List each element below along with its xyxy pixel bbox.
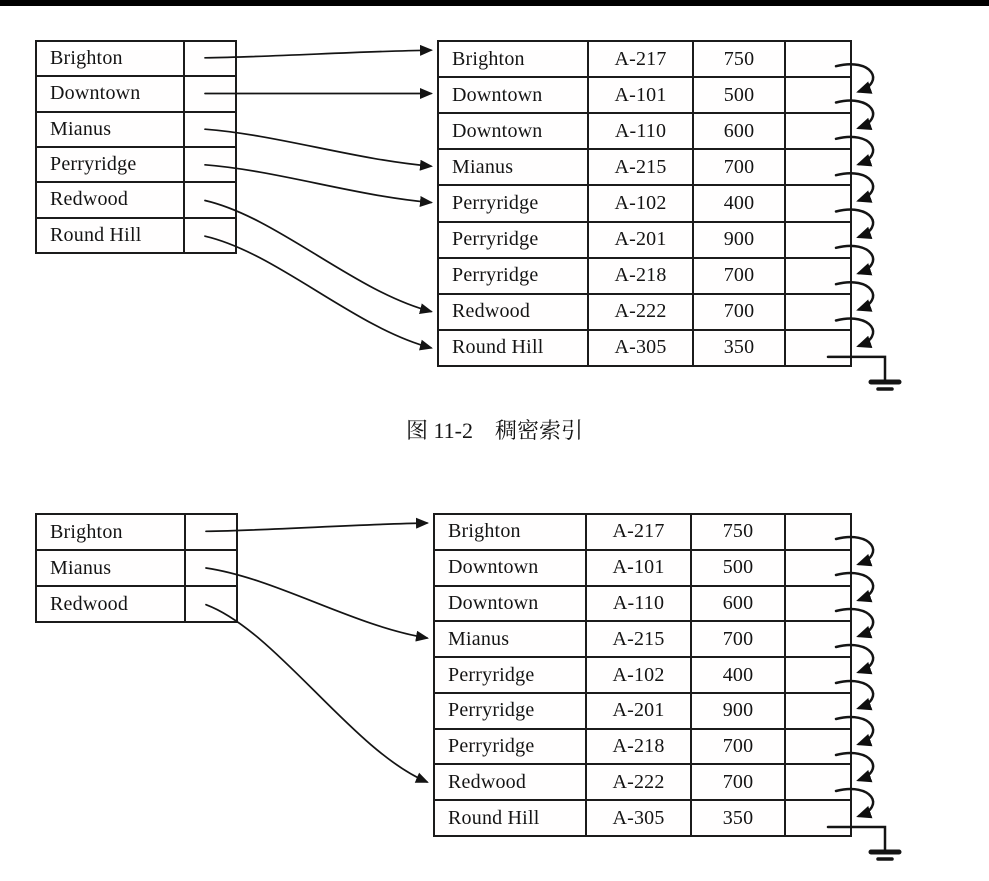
index-key-cell: Round Hill <box>50 223 142 246</box>
record-branch-cell: Perryridge <box>452 228 539 251</box>
file-record-row <box>435 763 850 799</box>
record-account-cell: A-218 <box>585 730 690 764</box>
index-row <box>37 515 236 549</box>
record-pointer-cell <box>784 801 850 835</box>
index-pointer-arrow <box>205 236 431 348</box>
file-record-row <box>435 799 850 835</box>
record-account-cell: A-215 <box>585 622 690 656</box>
index-row <box>37 585 236 621</box>
file-record-row <box>435 728 850 764</box>
file-record-row <box>439 184 850 220</box>
record-account-cell: A-110 <box>587 114 692 148</box>
record-balance-cell: 900 <box>690 694 784 728</box>
index-pointer-arrow <box>205 165 431 203</box>
file-record-row <box>435 585 850 621</box>
index-pointer-cell <box>183 219 235 252</box>
index-row <box>37 75 235 110</box>
file-record-row <box>439 329 850 365</box>
record-account-cell: A-217 <box>587 42 692 76</box>
record-account-cell: A-218 <box>587 259 692 293</box>
index-key-cell: Mianus <box>50 556 112 579</box>
record-pointer-cell <box>784 515 850 549</box>
record-balance-cell: 500 <box>692 78 784 112</box>
record-balance-cell: 350 <box>690 801 784 835</box>
index-pointer-cell <box>183 77 235 110</box>
sparse-index-table <box>35 513 238 623</box>
file-record-row <box>439 293 850 329</box>
record-account-cell: A-215 <box>587 150 692 184</box>
record-pointer-cell <box>784 259 850 293</box>
record-branch-cell: Downtown <box>448 591 539 614</box>
record-balance-cell: 500 <box>690 551 784 585</box>
index-row <box>37 146 235 181</box>
record-balance-cell: 600 <box>690 587 784 621</box>
record-pointer-cell <box>784 331 850 365</box>
index-pointer-cell <box>184 551 236 585</box>
record-pointer-cell <box>784 694 850 728</box>
figure-caption <box>0 414 989 445</box>
index-key-cell: Redwood <box>50 188 129 211</box>
record-balance-cell: 700 <box>692 259 784 293</box>
record-balance-cell: 700 <box>692 295 784 329</box>
record-pointer-cell <box>784 658 850 692</box>
record-balance-cell: 700 <box>690 730 784 764</box>
index-row <box>37 217 235 252</box>
record-branch-cell: Perryridge <box>452 191 539 214</box>
record-branch-cell: Round Hill <box>448 806 540 829</box>
record-branch-cell: Mianus <box>452 155 514 178</box>
file-record-row <box>435 692 850 728</box>
record-account-cell: A-305 <box>587 331 692 365</box>
index-pointer-arrow <box>205 129 431 166</box>
record-account-cell: A-101 <box>585 551 690 585</box>
record-pointer-cell <box>784 295 850 329</box>
index-key-cell: Perryridge <box>50 153 137 176</box>
record-balance-cell: 350 <box>692 331 784 365</box>
record-branch-cell: Brighton <box>448 520 521 543</box>
figure-title: 稠密索引 <box>495 418 584 443</box>
dense-index-table <box>35 40 237 254</box>
record-balance-cell: 700 <box>692 150 784 184</box>
index-pointer-arrow <box>205 50 431 58</box>
record-pointer-cell <box>784 551 850 585</box>
record-account-cell: A-222 <box>585 765 690 799</box>
record-account-cell: A-102 <box>587 186 692 220</box>
dense-file-table <box>437 40 852 367</box>
index-row <box>37 181 235 216</box>
record-pointer-cell <box>784 114 850 148</box>
record-balance-cell: 700 <box>690 765 784 799</box>
index-pointer-arrow <box>205 201 431 312</box>
record-branch-cell: Downtown <box>452 119 543 142</box>
file-record-row <box>439 76 850 112</box>
file-record-row <box>439 221 850 257</box>
record-branch-cell: Mianus <box>448 627 510 650</box>
record-branch-cell: Round Hill <box>452 336 544 359</box>
record-pointer-cell <box>784 42 850 76</box>
index-key-cell: Redwood <box>50 592 129 615</box>
page-edge-scan-artifact <box>0 0 989 6</box>
record-branch-cell: Redwood <box>452 300 531 323</box>
index-pointer-cell <box>183 183 235 216</box>
record-balance-cell: 750 <box>690 515 784 549</box>
index-key-cell: Mianus <box>50 117 112 140</box>
record-balance-cell: 750 <box>692 42 784 76</box>
record-balance-cell: 900 <box>692 223 784 257</box>
file-record-row <box>439 148 850 184</box>
index-pointer-arrow <box>206 523 427 531</box>
index-pointer-cell <box>183 42 235 75</box>
file-record-row <box>435 620 850 656</box>
record-account-cell: A-201 <box>587 223 692 257</box>
record-branch-cell: Downtown <box>452 83 543 106</box>
record-branch-cell: Perryridge <box>448 735 535 758</box>
sparse-file-table <box>433 513 852 837</box>
index-pointer-arrow <box>206 605 427 782</box>
index-row <box>37 549 236 585</box>
file-record-row <box>439 42 850 76</box>
file-record-row <box>439 257 850 293</box>
record-pointer-cell <box>784 78 850 112</box>
record-pointer-cell <box>784 587 850 621</box>
index-key-cell: Brighton <box>50 47 123 70</box>
record-balance-cell: 700 <box>690 622 784 656</box>
index-pointer-cell <box>183 113 235 146</box>
record-account-cell: A-101 <box>587 78 692 112</box>
record-account-cell: A-222 <box>587 295 692 329</box>
index-row <box>37 42 235 75</box>
record-branch-cell: Perryridge <box>448 699 535 722</box>
index-pointer-cell <box>183 148 235 181</box>
record-pointer-cell <box>784 223 850 257</box>
file-record-row <box>435 656 850 692</box>
record-pointer-cell <box>784 622 850 656</box>
record-branch-cell: Downtown <box>448 556 539 579</box>
record-balance-cell: 400 <box>690 658 784 692</box>
record-pointer-cell <box>784 186 850 220</box>
record-branch-cell: Redwood <box>448 770 527 793</box>
record-account-cell: A-305 <box>585 801 690 835</box>
index-key-cell: Downtown <box>50 82 141 105</box>
index-pointer-cell <box>184 515 236 549</box>
record-pointer-cell <box>784 150 850 184</box>
index-pointer-cell <box>184 587 236 621</box>
file-record-row <box>435 549 850 585</box>
record-branch-cell: Perryridge <box>452 264 539 287</box>
index-row <box>37 111 235 146</box>
file-record-row <box>435 515 850 549</box>
record-account-cell: A-201 <box>585 694 690 728</box>
index-pointer-arrow <box>206 568 427 638</box>
record-branch-cell: Brighton <box>452 47 525 70</box>
record-account-cell: A-110 <box>585 587 690 621</box>
file-record-row <box>439 112 850 148</box>
record-account-cell: A-217 <box>585 515 690 549</box>
record-balance-cell: 600 <box>692 114 784 148</box>
record-branch-cell: Perryridge <box>448 663 535 686</box>
record-pointer-cell <box>784 730 850 764</box>
record-pointer-cell <box>784 765 850 799</box>
figure-number: 图 11-2 <box>405 418 473 443</box>
record-account-cell: A-102 <box>585 658 690 692</box>
record-balance-cell: 400 <box>692 186 784 220</box>
index-key-cell: Brighton <box>50 520 123 543</box>
